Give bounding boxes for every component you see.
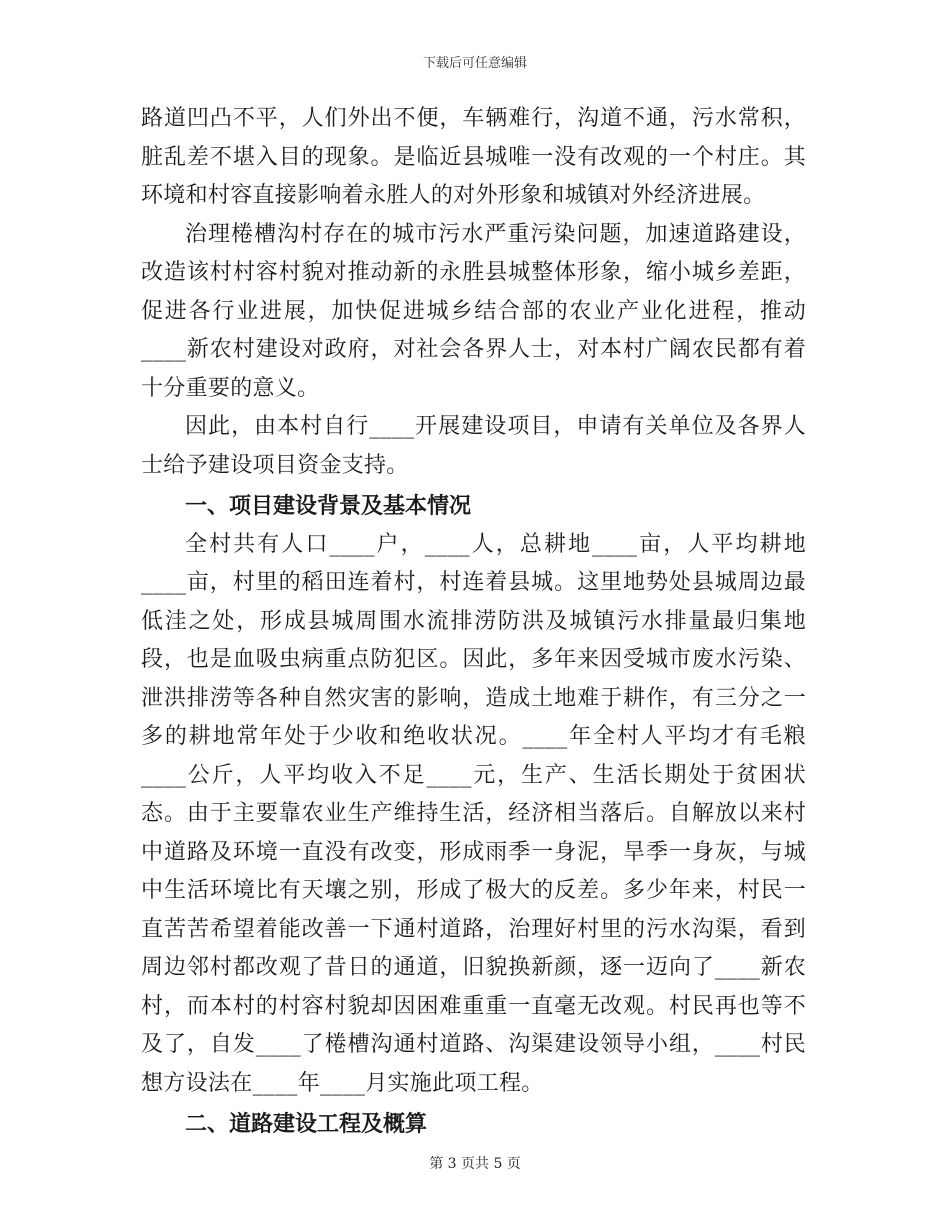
document-body	[141, 100, 806, 1144]
paragraph-4: 全村共有人口____户，____人，总耕地____亩，人平均耕地____亩，村里的稻田连着村，村连着县城。这里地势处县城周边最低洼之处，形成县城周围水流排涝防洪及城镇污水排量最归集地段，也是血吸虫病重点防犯区。因此，多年来因受城市废水污染、泄洪排涝等各种自然灾害的影响，造成土地难于耕作，有三分之一多的耕地常年处于少收和绝收状况。____年全村人平均才有毛粮____公斤，人平均收入不足____元，生产、生活长期处于贫困状态。由于主要靠农业生产维持生活，经济相当落后。自解放以来村中道路及环境一直没有改变，形成雨季一身泥，旱季一身灰，与城中生活环境比有天壤之别，形成了极大的反差。多少年来，村民一直苦苦希望着能改善一下通村道路，治理好村里的污水沟渠，看到周边邻村都改观了昔日的通道，旧貌换新颜，逐一迈向了____新农村，而本村的村容村貌却因困难重重一直毫无改观。村民再也等不及了，自发____了棬槽沟通村道路、沟渠建设领导小组，____村民想方设法在____年____月实施此项工程。	[141, 531, 806, 1096]
section-heading-2: 二、道路建设工程及概算	[185, 1111, 428, 1137]
paragraph-2: 治理棬槽沟村存在的城市污水严重污染问题，加速道路建设，改造该村村容村貌对推动新的永胜县城整体形象，缩小城乡差距，促进各行业进展，加快促进城乡结合部的农业产业化进程，推动____新农村建设对政府，对社会各界人士，对本村广阔农民都有着十分重要的意义。	[141, 221, 806, 401]
paragraph-3: 因此，由本村自行____开展建设项目，申请有关单位及各界人士给予建设项目资金支持。	[141, 414, 806, 478]
paragraph-1: 路道凹凸不平，人们外出不便，车辆难行，沟道不通，污水常积，脏乱差不堪入目的现象。是临近县城唯一没有改观的一个村庄。其环境和村容直接影响着永胜人的对外形象和城镇对外经济进展。	[141, 106, 806, 208]
page-footer: 第 3 页共 5 页	[429, 1156, 521, 1172]
page-header: 下载后可任意编辑	[422, 56, 527, 71]
section-heading-1: 一、项目建设背景及基本情况	[185, 493, 472, 519]
